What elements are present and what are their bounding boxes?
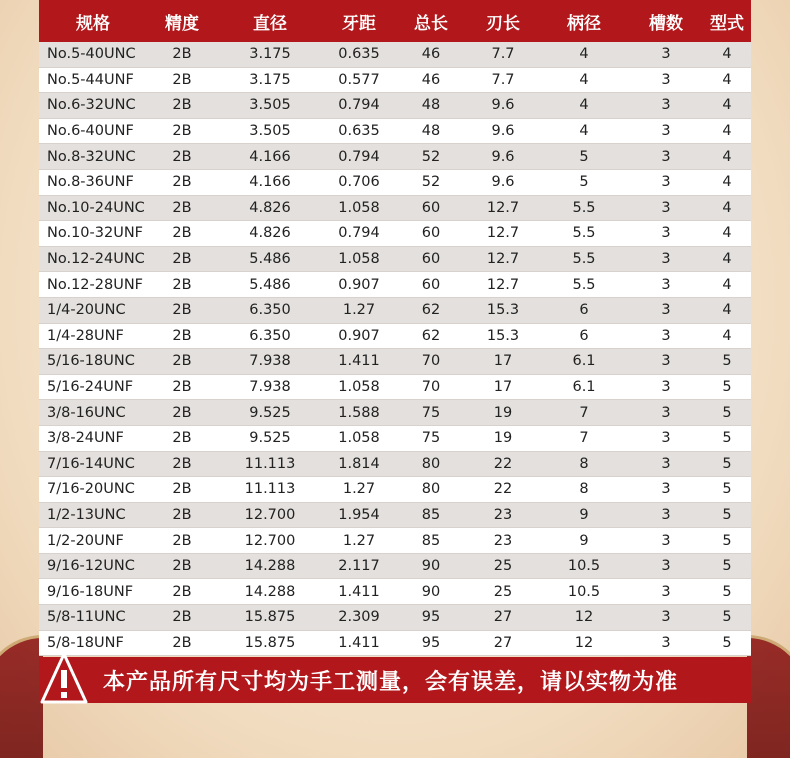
table-cell: 9.6	[467, 144, 539, 170]
table-cell: 2B	[147, 528, 217, 554]
table-cell: 4	[539, 42, 629, 67]
table-cell: 3	[629, 195, 703, 221]
table-row	[39, 272, 751, 298]
table-cell: 22	[467, 451, 539, 477]
table-cell: 12.700	[217, 528, 323, 554]
table-cell: 80	[395, 451, 467, 477]
table-cell: 9.6	[467, 93, 539, 119]
table-row	[39, 451, 751, 477]
table-cell: 4	[539, 67, 629, 93]
table-cell: 1.27	[323, 297, 395, 323]
table-cell: 4	[703, 42, 751, 67]
table-cell: 2B	[147, 169, 217, 195]
table-cell: 3	[629, 297, 703, 323]
table-cell: 12.7	[467, 195, 539, 221]
table-cell: 3	[629, 579, 703, 605]
table-row	[39, 477, 751, 503]
table-cell: 5	[703, 425, 751, 451]
table-cell: 2B	[147, 477, 217, 503]
table-cell: 2B	[147, 553, 217, 579]
table-cell: 1.954	[323, 502, 395, 528]
table-cell: No.12-28UNF	[39, 272, 147, 298]
table-cell: No.5-44UNF	[39, 67, 147, 93]
table-cell: 1.27	[323, 477, 395, 503]
table-cell: 14.288	[217, 553, 323, 579]
table-cell: 11.113	[217, 477, 323, 503]
decorative-frame-right	[747, 635, 790, 758]
table-cell: 3	[629, 605, 703, 631]
table-row	[39, 400, 751, 426]
table-cell: 8	[539, 451, 629, 477]
table-cell: 14.288	[217, 579, 323, 605]
table-cell: 52	[395, 144, 467, 170]
table-cell: 4	[703, 93, 751, 119]
table-cell: 2B	[147, 605, 217, 631]
table-cell: 0.635	[323, 118, 395, 144]
table-cell: 62	[395, 323, 467, 349]
table-cell: 85	[395, 502, 467, 528]
table-cell: 0.794	[323, 93, 395, 119]
table-cell: 9.525	[217, 425, 323, 451]
table-cell: 2B	[147, 67, 217, 93]
table-cell: 2B	[147, 272, 217, 298]
table-cell: No.6-32UNC	[39, 93, 147, 119]
table-cell: 7.938	[217, 349, 323, 375]
table-cell: 8	[539, 477, 629, 503]
table-cell: 90	[395, 553, 467, 579]
table-row	[39, 297, 751, 323]
table-row	[39, 67, 751, 93]
table-row	[39, 374, 751, 400]
table-cell: 6.1	[539, 374, 629, 400]
table-cell: 3	[629, 144, 703, 170]
table-cell: 2B	[147, 246, 217, 272]
table-cell: 2B	[147, 374, 217, 400]
table-cell: 3.505	[217, 118, 323, 144]
table-cell: 60	[395, 195, 467, 221]
table-cell: 5.486	[217, 272, 323, 298]
warning-icon	[40, 652, 88, 704]
table-cell: 3	[629, 118, 703, 144]
table-row	[39, 630, 751, 656]
table-cell: 12.7	[467, 246, 539, 272]
table-cell: 5	[703, 349, 751, 375]
table-cell: 60	[395, 272, 467, 298]
table-cell: 3	[629, 169, 703, 195]
table-cell: 2B	[147, 195, 217, 221]
table-cell: 12.700	[217, 502, 323, 528]
table-cell: 7	[539, 425, 629, 451]
table-cell: 9	[539, 502, 629, 528]
table-cell: 4	[703, 118, 751, 144]
table-cell: 9.6	[467, 118, 539, 144]
table-cell: 6.1	[539, 349, 629, 375]
table-cell: 15.3	[467, 323, 539, 349]
table-cell: 22	[467, 477, 539, 503]
table-cell: 1/2-13UNC	[39, 502, 147, 528]
table-cell: 52	[395, 169, 467, 195]
table-cell: 3	[629, 67, 703, 93]
column-header: 槽数	[629, 0, 703, 42]
table-cell: 9.525	[217, 400, 323, 426]
table-row	[39, 246, 751, 272]
table-cell: 17	[467, 349, 539, 375]
table-cell: 4	[703, 221, 751, 247]
table-row	[39, 349, 751, 375]
table-cell: 15.3	[467, 297, 539, 323]
table-cell: 3	[629, 425, 703, 451]
table-cell: 7	[539, 400, 629, 426]
table-cell: 7/16-14UNC	[39, 451, 147, 477]
table-row	[39, 144, 751, 170]
table-cell: 1.058	[323, 374, 395, 400]
table-cell: 2.117	[323, 553, 395, 579]
table-cell: 0.794	[323, 221, 395, 247]
table-cell: 60	[395, 246, 467, 272]
table-cell: 2B	[147, 425, 217, 451]
table-cell: 2B	[147, 579, 217, 605]
table-cell: 75	[395, 425, 467, 451]
table-cell: 1.058	[323, 246, 395, 272]
table-cell: 2B	[147, 144, 217, 170]
table-cell: 5	[703, 451, 751, 477]
decorative-frame-left	[0, 635, 43, 758]
table-cell: 3	[629, 246, 703, 272]
table-row	[39, 169, 751, 195]
table-cell: 9	[539, 528, 629, 554]
table-cell: 4.826	[217, 221, 323, 247]
table-cell: 0.706	[323, 169, 395, 195]
table-cell: 9/16-12UNC	[39, 553, 147, 579]
table-cell: 3	[629, 502, 703, 528]
table-cell: 4	[703, 67, 751, 93]
table-cell: 5	[539, 144, 629, 170]
table-cell: 3	[629, 272, 703, 298]
table-cell: 4	[703, 169, 751, 195]
table-cell: 6.350	[217, 323, 323, 349]
table-cell: 3/8-24UNF	[39, 425, 147, 451]
table-cell: 60	[395, 221, 467, 247]
table-cell: 2B	[147, 323, 217, 349]
table-cell: 5	[703, 553, 751, 579]
table-cell: 19	[467, 425, 539, 451]
table-cell: 6	[539, 297, 629, 323]
table-cell: 5.5	[539, 272, 629, 298]
table-cell: 1.411	[323, 630, 395, 656]
notice-banner	[39, 657, 751, 703]
table-body	[39, 42, 751, 656]
table-cell: 7.938	[217, 374, 323, 400]
table-cell: No.5-40UNC	[39, 42, 147, 67]
table-cell: 1/4-28UNF	[39, 323, 147, 349]
table-cell: 4.166	[217, 169, 323, 195]
table-cell: 2B	[147, 349, 217, 375]
table-cell: 5.5	[539, 221, 629, 247]
table-cell: 15.875	[217, 630, 323, 656]
table-cell: 4	[703, 144, 751, 170]
table-cell: 46	[395, 67, 467, 93]
table-row	[39, 42, 751, 67]
notice-text: 本产品所有尺寸均为手工测量，会有误差，请以实物为准	[103, 669, 679, 695]
table-cell: 1.411	[323, 579, 395, 605]
table-row	[39, 528, 751, 554]
table-row	[39, 221, 751, 247]
table-cell: 25	[467, 579, 539, 605]
table-cell: 6.350	[217, 297, 323, 323]
table-cell: 25	[467, 553, 539, 579]
table-cell: 1.814	[323, 451, 395, 477]
table-cell: 4	[539, 118, 629, 144]
table-cell: 4.166	[217, 144, 323, 170]
table-cell: 1.058	[323, 195, 395, 221]
table-cell: 70	[395, 374, 467, 400]
table-cell: 3.505	[217, 93, 323, 119]
table-cell: 48	[395, 118, 467, 144]
table-cell: 4	[703, 323, 751, 349]
table-cell: 0.794	[323, 144, 395, 170]
table-cell: 5	[703, 400, 751, 426]
table-cell: No.8-32UNC	[39, 144, 147, 170]
table-cell: 80	[395, 477, 467, 503]
table-row	[39, 118, 751, 144]
table-cell: 10.5	[539, 553, 629, 579]
table-cell: 2B	[147, 400, 217, 426]
column-header: 精度	[147, 0, 217, 42]
column-header: 柄径	[539, 0, 629, 42]
table-cell: 90	[395, 579, 467, 605]
table-cell: 9.6	[467, 169, 539, 195]
table-cell: 3	[629, 374, 703, 400]
table-cell: 4	[703, 272, 751, 298]
table-cell: 5	[539, 169, 629, 195]
table-row	[39, 195, 751, 221]
table-cell: 7.7	[467, 67, 539, 93]
table-cell: 2B	[147, 297, 217, 323]
table-cell: 95	[395, 630, 467, 656]
table-cell: 12.7	[467, 272, 539, 298]
table-cell: 75	[395, 400, 467, 426]
table-cell: 70	[395, 349, 467, 375]
table-cell: 46	[395, 42, 467, 67]
column-header: 牙距	[323, 0, 395, 42]
table-cell: 2B	[147, 630, 217, 656]
table-cell: 5	[703, 605, 751, 631]
table-cell: 3.175	[217, 42, 323, 67]
table-cell: 7.7	[467, 42, 539, 67]
table-cell: 3	[629, 630, 703, 656]
table-row	[39, 605, 751, 631]
table-row	[39, 502, 751, 528]
table-cell: 48	[395, 93, 467, 119]
table-cell: 1.588	[323, 400, 395, 426]
table-cell: 0.907	[323, 323, 395, 349]
table-cell: No.12-24UNC	[39, 246, 147, 272]
table-cell: 10.5	[539, 579, 629, 605]
table-cell: 3.175	[217, 67, 323, 93]
table-cell: 3	[629, 323, 703, 349]
table-header-row	[39, 0, 751, 42]
table-cell: 1.058	[323, 425, 395, 451]
table-cell: 1/2-20UNF	[39, 528, 147, 554]
table-row	[39, 425, 751, 451]
table-cell: 4.826	[217, 195, 323, 221]
table-cell: 15.875	[217, 605, 323, 631]
table-cell: 5.486	[217, 246, 323, 272]
table-cell: 2.309	[323, 605, 395, 631]
table-cell: 3	[629, 42, 703, 67]
table-cell: 3/8-16UNC	[39, 400, 147, 426]
table-cell: 9/16-18UNF	[39, 579, 147, 605]
table-cell: 4	[703, 246, 751, 272]
table-cell: 5.5	[539, 246, 629, 272]
table-row	[39, 93, 751, 119]
table-cell: 3	[629, 349, 703, 375]
table-cell: 12	[539, 605, 629, 631]
table-cell: 27	[467, 605, 539, 631]
table-cell: 6	[539, 323, 629, 349]
column-header: 直径	[217, 0, 323, 42]
table-cell: 0.635	[323, 42, 395, 67]
table-cell: 5	[703, 528, 751, 554]
table-cell: 2B	[147, 93, 217, 119]
table-cell: 3	[629, 451, 703, 477]
table-cell: 0.577	[323, 67, 395, 93]
column-header: 刃长	[467, 0, 539, 42]
table-cell: 3	[629, 93, 703, 119]
table-cell: No.6-40UNF	[39, 118, 147, 144]
table-cell: 85	[395, 528, 467, 554]
table-cell: 5/8-18UNF	[39, 630, 147, 656]
table-cell: 3	[629, 553, 703, 579]
table-cell: 2B	[147, 451, 217, 477]
table-cell: 12	[539, 630, 629, 656]
table-cell: No.10-24UNC	[39, 195, 147, 221]
table-cell: 5.5	[539, 195, 629, 221]
table-cell: 1.411	[323, 349, 395, 375]
table-cell: 2B	[147, 42, 217, 67]
table-cell: 12.7	[467, 221, 539, 247]
table-cell: 7/16-20UNC	[39, 477, 147, 503]
table-cell: 23	[467, 502, 539, 528]
table-cell: 11.113	[217, 451, 323, 477]
table-cell: 2B	[147, 118, 217, 144]
column-header: 规格	[39, 0, 147, 42]
table-cell: 5	[703, 579, 751, 605]
table-row	[39, 323, 751, 349]
table-cell: 23	[467, 528, 539, 554]
table-cell: No.10-32UNF	[39, 221, 147, 247]
table-cell: 95	[395, 605, 467, 631]
table-cell: 5	[703, 477, 751, 503]
table-cell: 5	[703, 630, 751, 656]
table-cell: 4	[703, 195, 751, 221]
table-cell: 17	[467, 374, 539, 400]
table-cell: 5	[703, 502, 751, 528]
table-cell: 62	[395, 297, 467, 323]
column-header: 总长	[395, 0, 467, 42]
table-cell: 1.27	[323, 528, 395, 554]
table-cell: 5/16-24UNF	[39, 374, 147, 400]
table-cell: 27	[467, 630, 539, 656]
table-cell: 4	[539, 93, 629, 119]
table-cell: 3	[629, 477, 703, 503]
table-cell: 3	[629, 528, 703, 554]
table-cell: No.8-36UNF	[39, 169, 147, 195]
table-cell: 3	[629, 400, 703, 426]
table-cell: 1/4-20UNC	[39, 297, 147, 323]
column-header: 型式	[703, 0, 751, 42]
table-cell: 4	[703, 297, 751, 323]
spec-table-container	[39, 0, 751, 656]
table-cell: 2B	[147, 221, 217, 247]
table-cell: 0.907	[323, 272, 395, 298]
spec-table	[39, 0, 751, 656]
table-cell: 2B	[147, 502, 217, 528]
table-row	[39, 553, 751, 579]
table-cell: 3	[629, 221, 703, 247]
table-row	[39, 579, 751, 605]
table-cell: 19	[467, 400, 539, 426]
table-cell: 5/16-18UNC	[39, 349, 147, 375]
table-cell: 5	[703, 374, 751, 400]
table-cell: 5/8-11UNC	[39, 605, 147, 631]
